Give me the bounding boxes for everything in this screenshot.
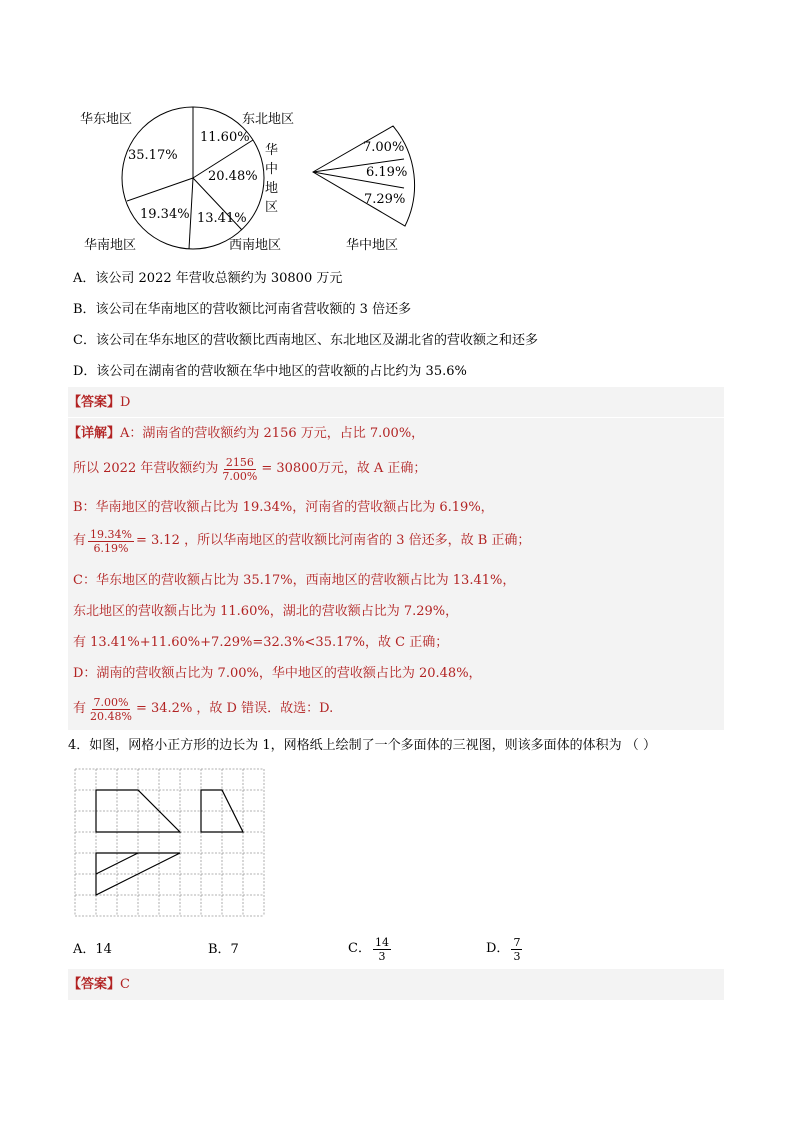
detail-text: = 30800万元，故 A 正确； <box>261 461 427 476</box>
answer-q4 <box>68 975 130 995</box>
label-huazhong-char: 华 <box>265 143 279 158</box>
pie-slice-label: 11.60% <box>200 130 250 145</box>
label-huazhong-char: 区 <box>265 200 279 215</box>
view-shapes <box>96 790 243 895</box>
detail-line-3: B：华南地区的营收额占比为 19.34%，河南省的营收额占比为 6.19%， <box>73 500 494 515</box>
pie-slice-label: 35.17% <box>128 148 178 163</box>
option-c: C．该公司在华东地区的营收额比西南地区、东北地区及湖北省的营收额之和还多 <box>73 333 538 348</box>
label-huanan: 华南地区 <box>84 238 137 253</box>
fraction-den: 6.19% <box>93 541 129 555</box>
fraction-num: 2156 <box>225 455 254 469</box>
pie-divider-5 <box>127 178 193 201</box>
fan-slice-label: 6.19% <box>366 165 408 180</box>
pie-chart-svg <box>0 0 794 260</box>
q4-option-a: A．14 <box>73 942 112 957</box>
question-4-text: 4．如图，网格小正方形的边长为 1，网格纸上绘制了一个多面体的三视图，则该多面体的体积为 （ ） <box>68 738 656 753</box>
option-label: C． <box>348 941 371 956</box>
option-label: D． <box>486 941 510 956</box>
detail-line-5: C：华东地区的营收额占比为 35.17%，西南地区的营收额占比为 13.41%， <box>73 573 516 588</box>
pie-divider-4 <box>189 178 193 249</box>
option-d: D．该公司在湖南省的营收额在华中地区的营收额的占比约为 35.6% <box>73 364 467 379</box>
answer-box-q4 <box>68 969 724 1000</box>
detail-line-9 <box>73 693 333 725</box>
answer-q3 <box>68 393 130 413</box>
fraction <box>88 696 134 723</box>
grid-lines <box>75 769 264 916</box>
label-huazhong-vertical <box>265 141 279 217</box>
fraction-den: 20.48% <box>90 709 132 723</box>
fraction-num: 14 <box>374 935 389 949</box>
detail-line-8: D：湖南的营收额占比为 7.00%，华中地区的营收额占比为 20.48%， <box>73 666 482 681</box>
three-view-grid <box>74 768 266 920</box>
label-fan-huazhong: 华中地区 <box>346 238 399 253</box>
label-huazhong-char: 地 <box>265 181 279 196</box>
label-huadong: 华东地区 <box>80 112 133 127</box>
fraction-num: 7.00% <box>93 695 129 709</box>
q4-option-d <box>486 932 524 966</box>
option-a: A．该公司 2022 年营收总额约为 30800 万元 <box>73 271 343 286</box>
detail-line-4 <box>73 525 530 557</box>
label-dongbei: 东北地区 <box>242 112 295 127</box>
fraction <box>511 936 522 963</box>
detail-line-1 <box>68 424 424 444</box>
pie-slice-label: 13.41% <box>197 211 247 226</box>
detail-text: 有 <box>73 701 87 716</box>
answer-box-q3 <box>68 387 724 417</box>
detail-line-6: 东北地区的营收额占比为 11.60%，湖北的营收额占比为 7.29%， <box>73 604 459 619</box>
pie-slice-label: 19.34% <box>140 207 190 222</box>
pie-slice-label: 20.48% <box>208 169 258 184</box>
answer-tag: 【答案】 <box>68 977 121 992</box>
detail-line-7: 有 13.41%+11.60%+7.29%=32.3%<35.17%，故 C 正确； <box>73 635 449 650</box>
fraction-num: 7 <box>513 935 521 949</box>
fraction <box>373 936 391 963</box>
detail-text: 所以 2022 年营收额约为 <box>73 461 219 476</box>
answer-value: C <box>120 977 130 992</box>
q4-option-b: B．7 <box>208 942 239 957</box>
option-b: B．该公司在华南地区的营收额比河南省营收额的 3 倍还多 <box>73 302 412 317</box>
fraction-den: 3 <box>513 949 521 963</box>
answer-tag: 【答案】 <box>68 395 121 410</box>
fan-slice-label: 7.00% <box>363 140 405 155</box>
fraction-num: 19.34% <box>90 527 132 541</box>
fraction-den: 7.00% <box>222 469 258 483</box>
label-huazhong-char: 中 <box>265 162 279 177</box>
fraction <box>220 456 259 483</box>
fraction-den: 3 <box>378 949 386 963</box>
detail-tag: 【详解】 <box>68 426 121 441</box>
q4-option-c <box>348 932 393 966</box>
fraction <box>88 528 134 555</box>
label-xinan: 西南地区 <box>229 238 282 253</box>
detail-text: 有 <box>73 533 87 548</box>
detail-line-2 <box>73 453 426 485</box>
detail-text: = 3.12 ，所以华南地区的营收额比河南省的 3 倍还多，故 B 正确； <box>135 533 531 548</box>
answer-value: D <box>120 395 131 410</box>
detail-text: A：湖南省的营收额约为 2156 万元，占比 7.00%， <box>120 426 425 441</box>
detail-text: = 34.2% ，故 D 错误．故选：D. <box>135 701 334 716</box>
fan-slice-label: 7.29% <box>364 192 406 207</box>
